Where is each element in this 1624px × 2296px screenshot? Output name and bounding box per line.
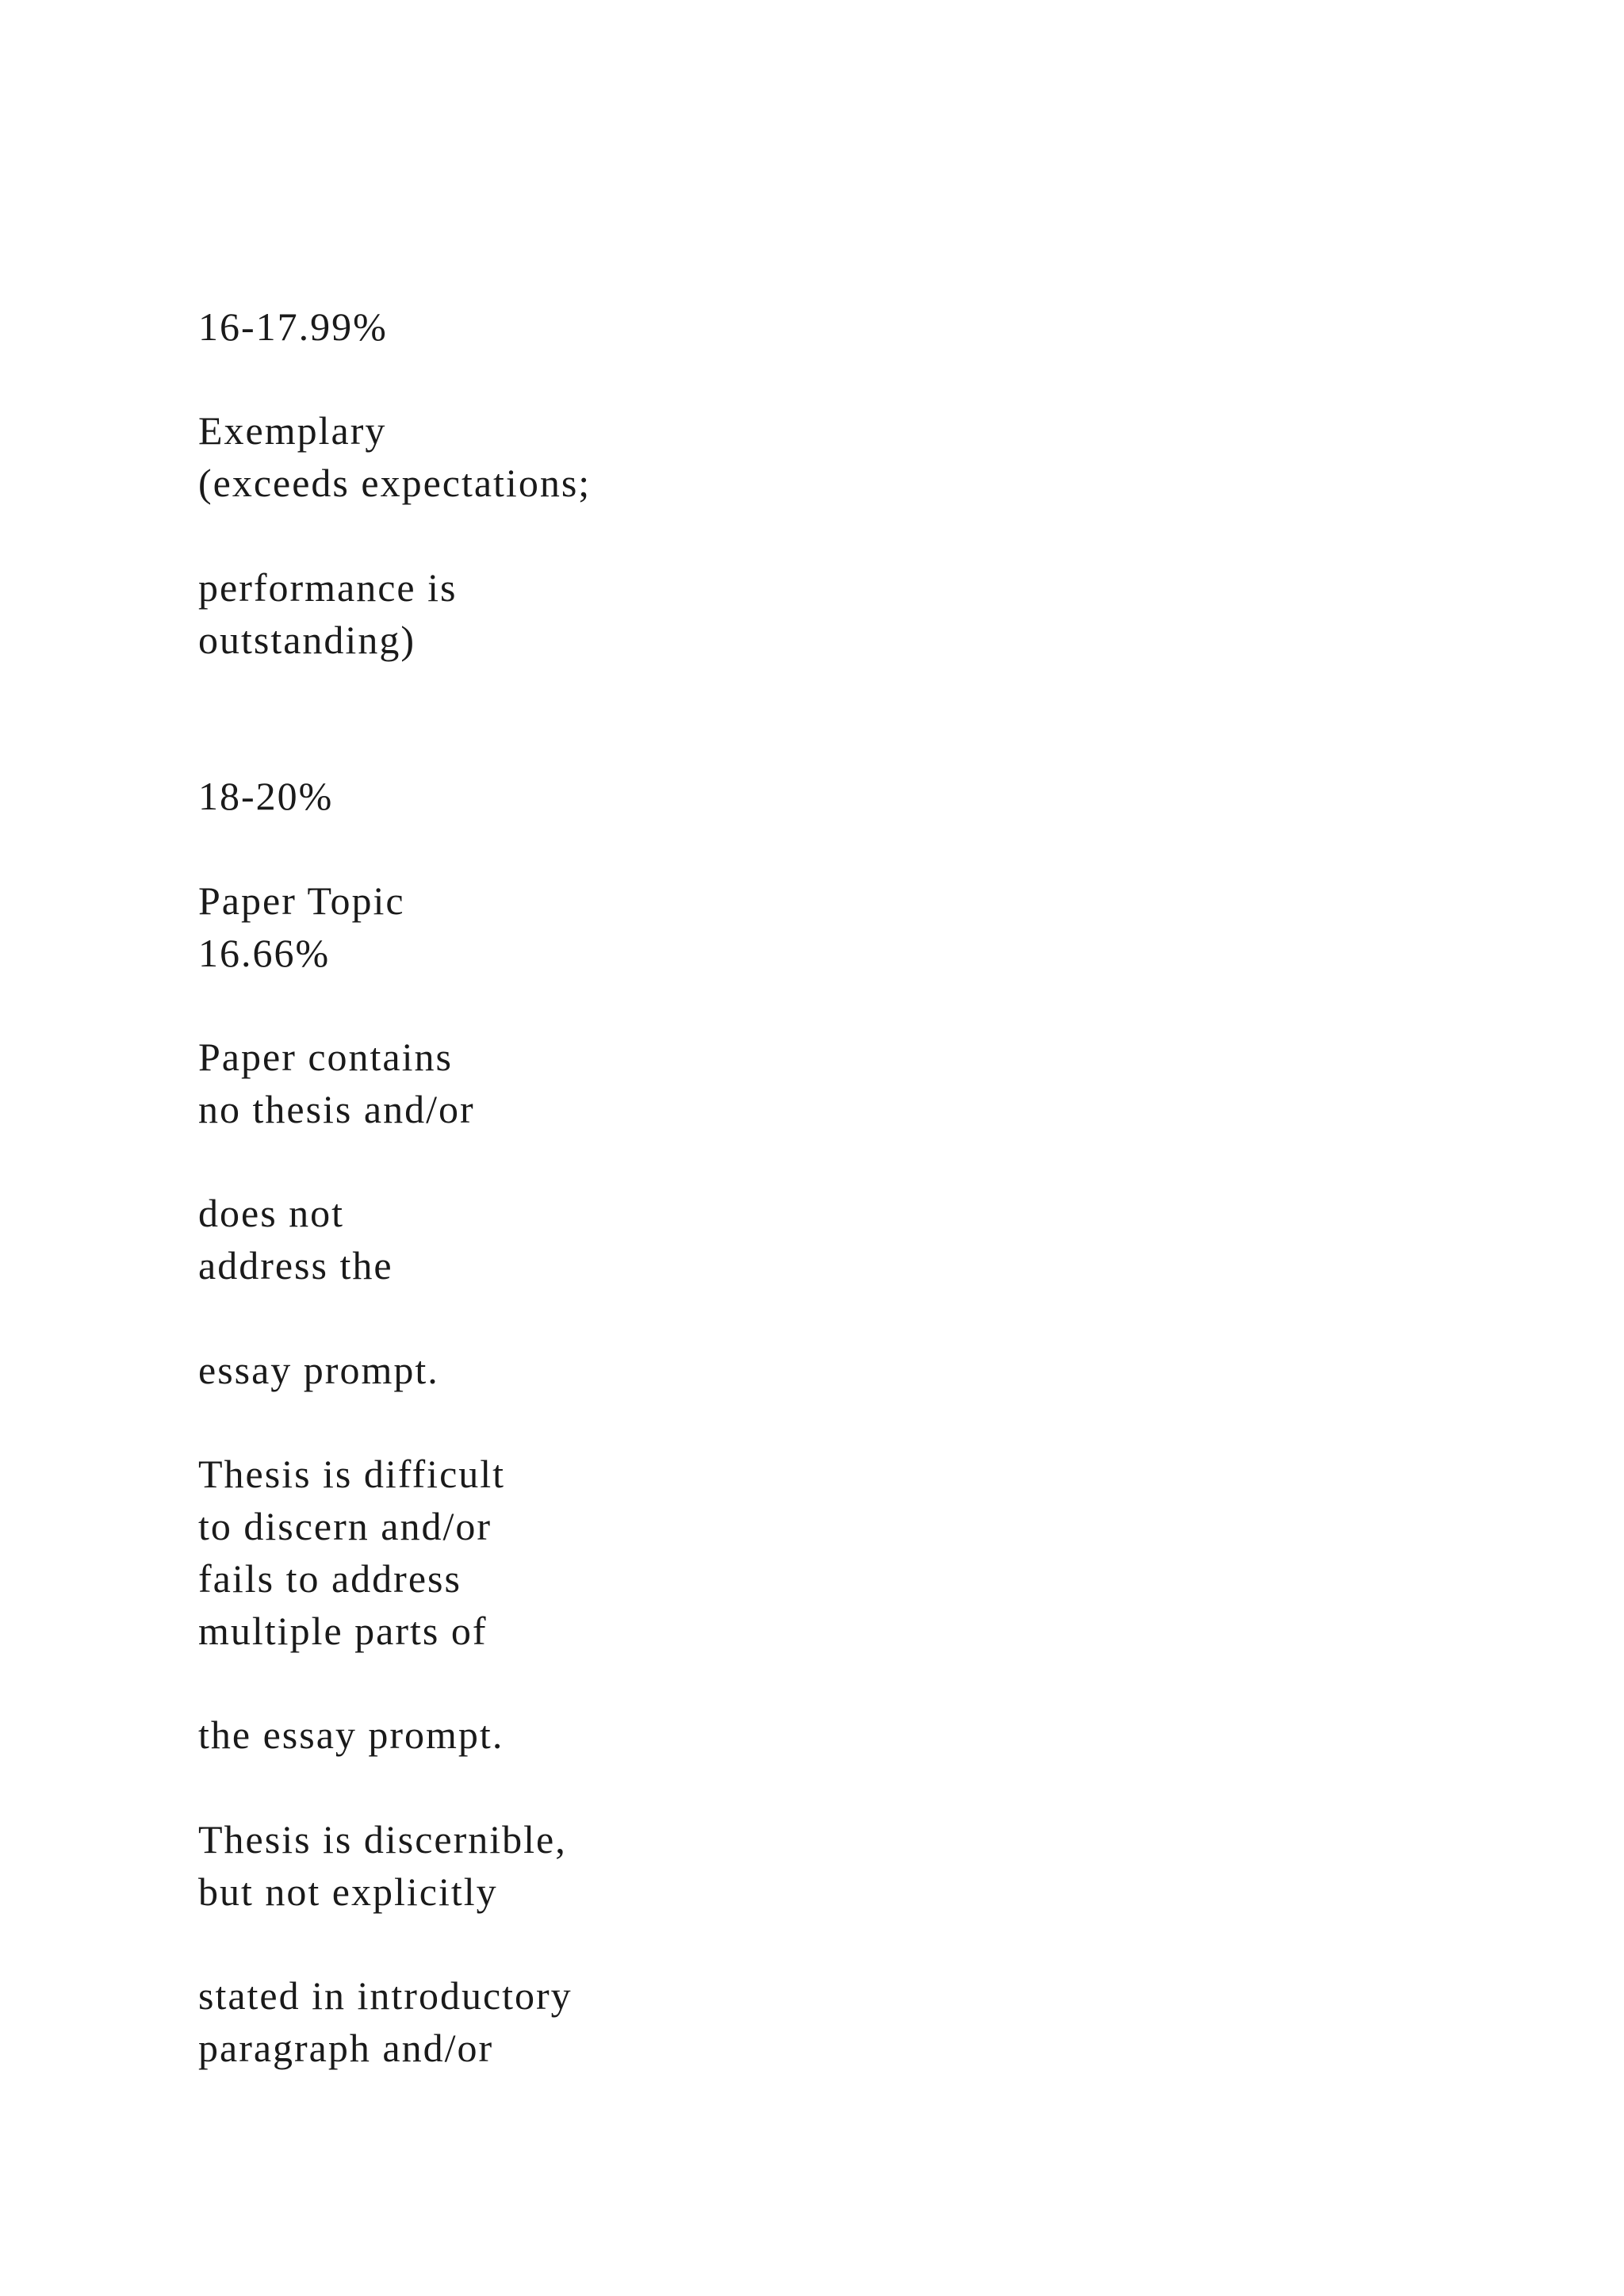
text-line: Thesis is discernible, (198, 1817, 567, 1862)
text-line: Exemplary (198, 408, 387, 453)
text-line: but not explicitly (198, 1869, 498, 1914)
text-line: multiple parts of (198, 1609, 488, 1653)
text-line: paragraph and/or (198, 2026, 494, 2070)
text-line: outstanding) (198, 618, 416, 662)
text-line: Paper Topic (198, 878, 405, 923)
text-line: (exceeds expectations; (198, 461, 592, 505)
text-line: essay prompt. (198, 1348, 439, 1392)
text-line: 18-20% (198, 774, 334, 818)
text-line: Thesis is difficult (198, 1452, 506, 1496)
text-line: 16.66% (198, 931, 331, 975)
text-line: address the (198, 1243, 393, 1288)
text-line: does not (198, 1191, 345, 1235)
text-line: performance is (198, 565, 458, 610)
text-line: Paper contains (198, 1035, 453, 1079)
text-line: fails to address (198, 1556, 462, 1601)
text-line: the essay prompt. (198, 1712, 504, 1757)
text-line: to discern and/or (198, 1504, 492, 1548)
text-line: no thesis and/or (198, 1087, 475, 1131)
text-line: 16-17.99% (198, 304, 388, 349)
text-line: stated in introductory (198, 1973, 573, 2018)
